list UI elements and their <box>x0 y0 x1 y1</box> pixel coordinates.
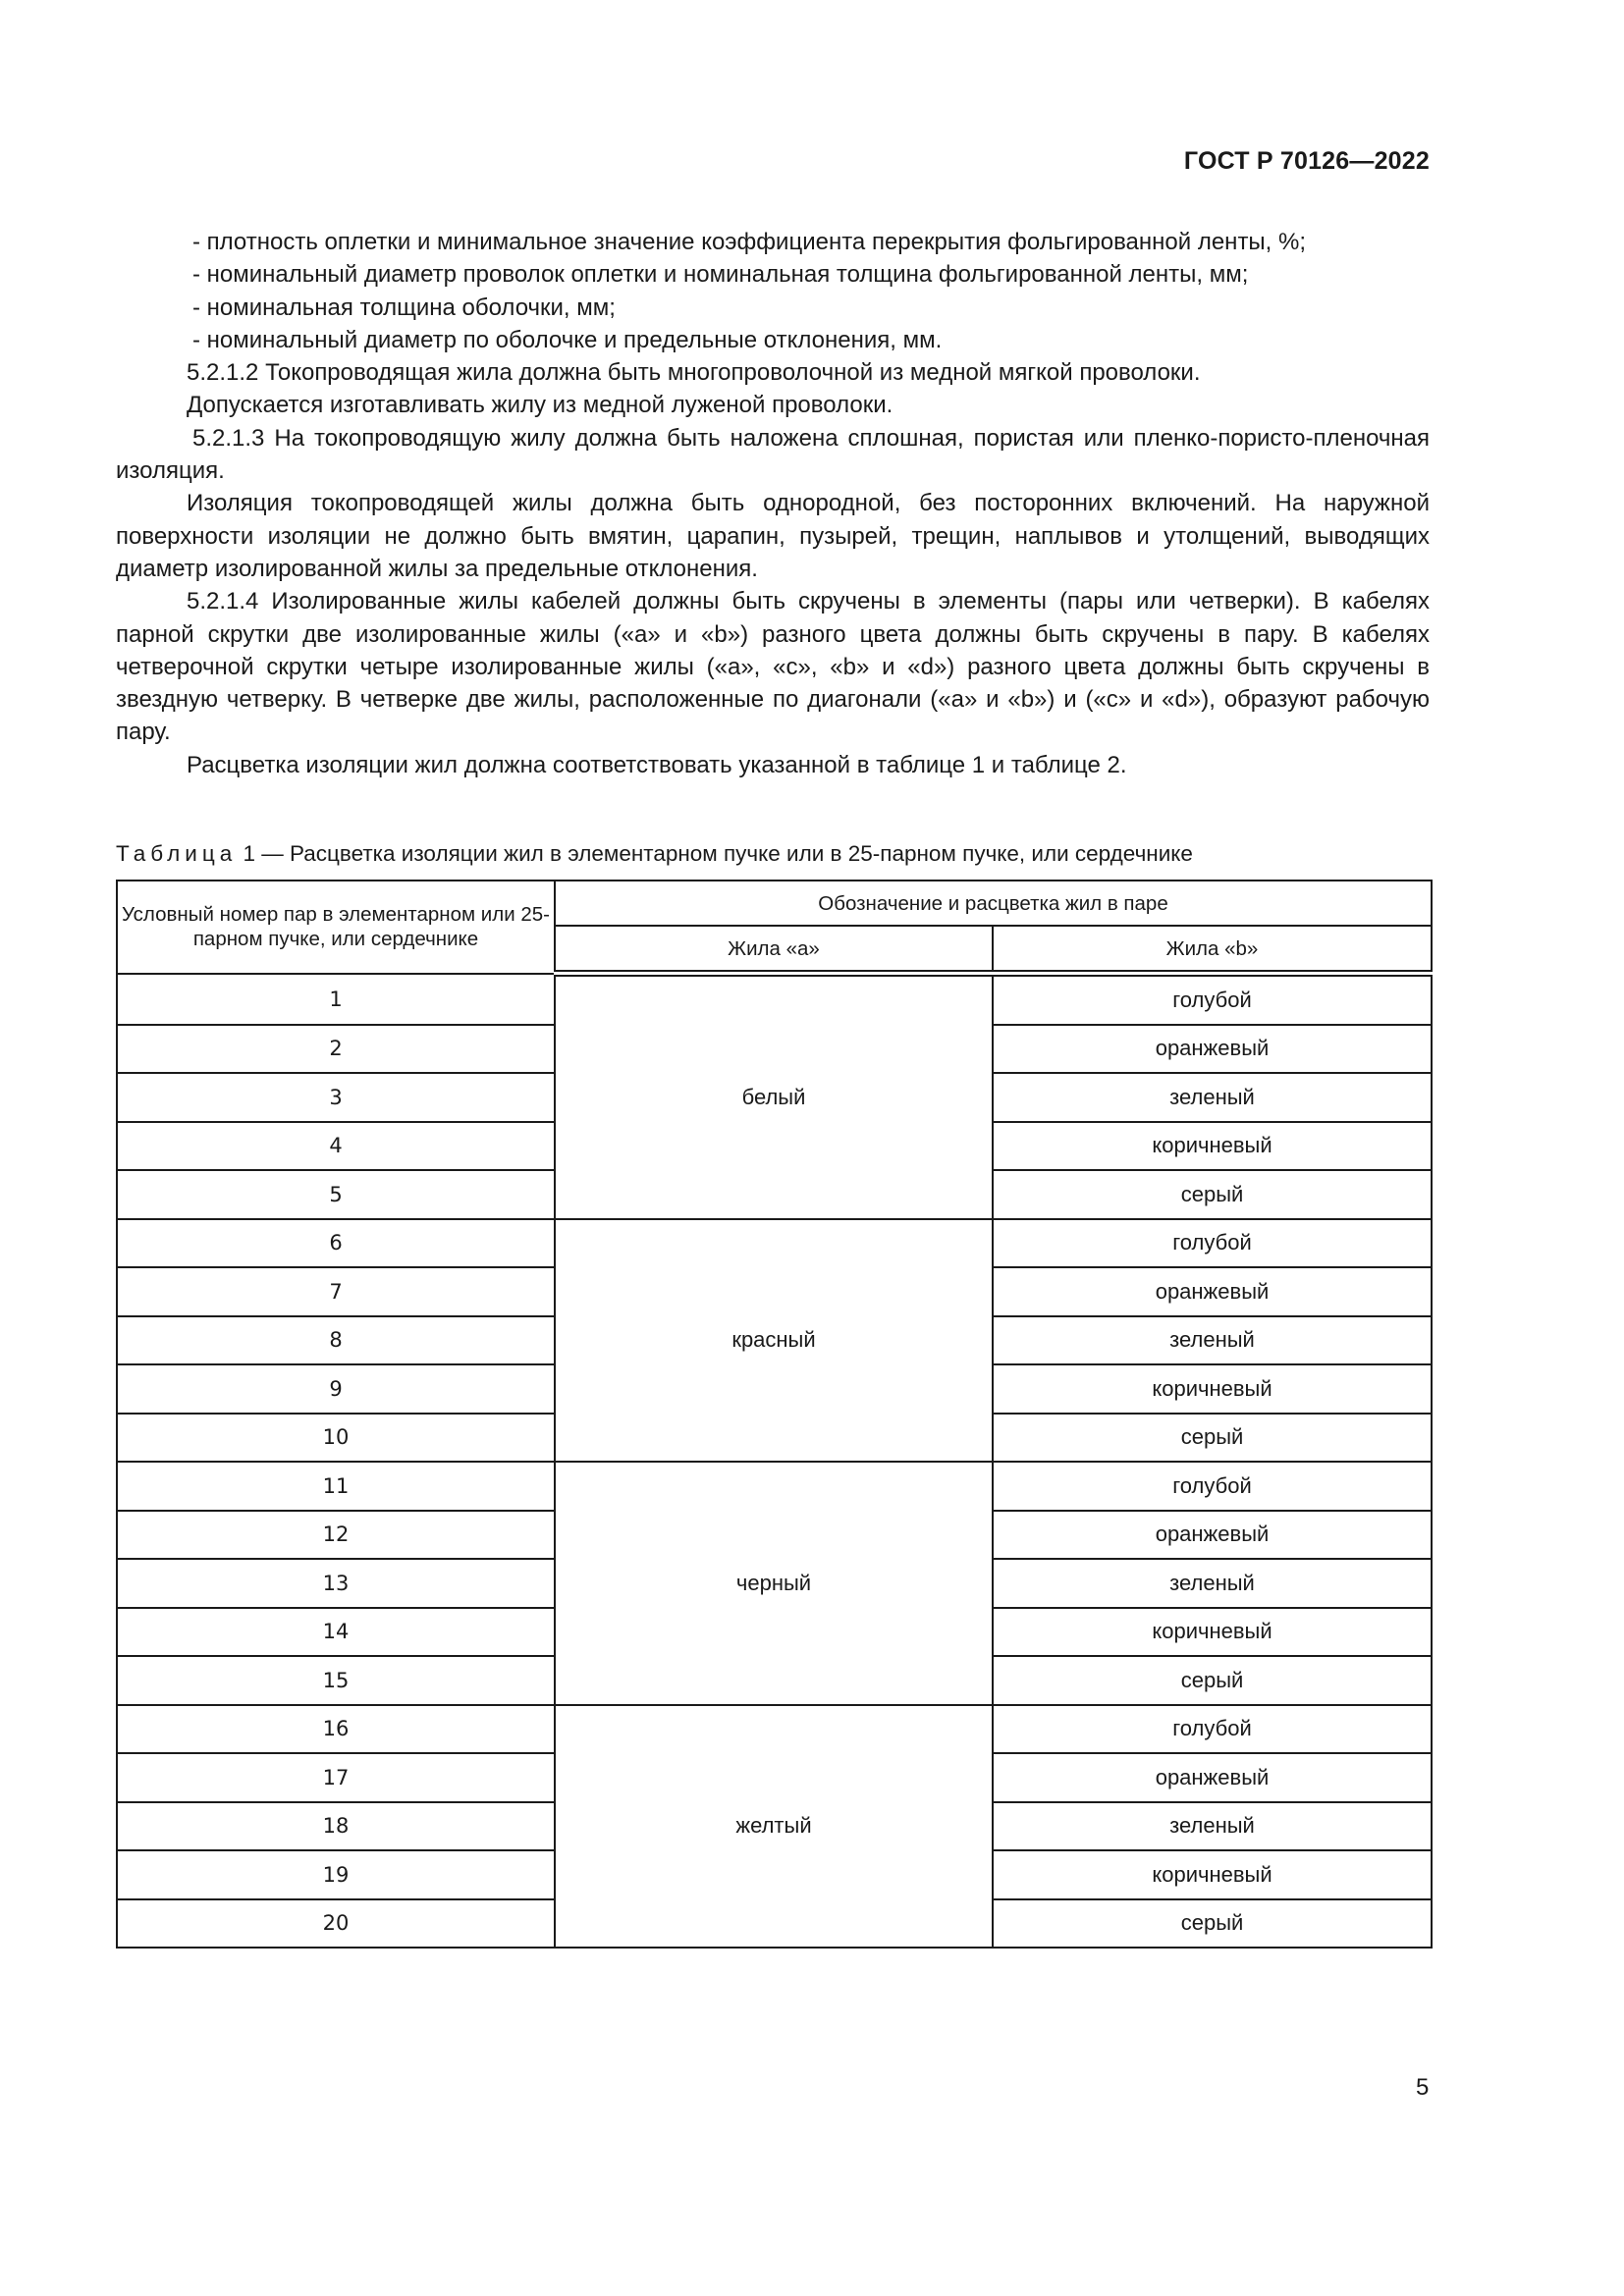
list-item-braid-density: - плотность оплетки и минимальное значение коэффициента перекрытия фольгированной ленты, %; <box>192 229 1307 255</box>
wire-b-color-cell: оранжевый <box>993 1267 1432 1316</box>
list-item-wire-diameter: - номинальный диаметр проволок оплетки и номинальная толщина фольгированной ленты, мм; <box>192 261 1249 289</box>
header-pair-number: Условный номер пар в элементарном или 25-парном пучке, или сердечнике <box>117 881 555 974</box>
paragraph-tinned-wire: Допускается изготавливать жилу из медной луженой проволоки. <box>187 392 893 419</box>
pair-number-cell: 11 <box>117 1462 555 1511</box>
clause-5-2-1-3: 5.2.1.3 На токопроводящую жилу должна быть наложена сплошная, пористая или пленко-пористо-пленочная изоляция. <box>116 424 1430 485</box>
wire-b-color-cell: оранжевый <box>993 1511 1432 1560</box>
pair-number-cell: 12 <box>117 1511 555 1560</box>
wire-a-color-cell: красный <box>555 1219 993 1463</box>
pair-number-cell: 4 <box>117 1122 555 1171</box>
table-row <box>117 1219 1432 1268</box>
wire-b-color-cell: голубой <box>993 1219 1432 1268</box>
pair-number-cell: 5 <box>117 1170 555 1219</box>
wire-b-color-cell: оранжевый <box>993 1025 1432 1074</box>
wire-b-color-cell: коричневый <box>993 1608 1432 1657</box>
paragraph-color-reference: Расцветка изоляции жил должна соответствовать указанной в таблице 1 и таблице 2. <box>187 751 1127 778</box>
wire-b-color-cell: голубой <box>993 1462 1432 1511</box>
wire-b-color-cell: серый <box>993 1656 1432 1705</box>
wire-b-color-cell: коричневый <box>993 1122 1432 1171</box>
list-item-sheath-diameter: - номинальный диаметр по оболочке и предельные отклонения, мм. <box>192 326 943 353</box>
wire-a-color-cell: черный <box>555 1462 993 1705</box>
table-row <box>117 1705 1432 1754</box>
pair-number-cell: 20 <box>117 1899 555 1949</box>
pair-number-cell: 9 <box>117 1364 555 1414</box>
table-row <box>117 1462 1432 1511</box>
pair-number-cell: 8 <box>117 1316 555 1365</box>
clause-5-2-1-4: 5.2.1.4 Изолированные жилы кабелей должны быть скручены в элементы (пары или четверки). В кабелях парной скрутки две изолированные жилы («a» и «b») разного цвета должны быть скручены в пару. В кабелях четверочной скрутки четыре изолированные жилы («a», «c», «b» и «d») разного цвета должны быть скручены в звездную четверку. В четверке две жилы, расположенные по диагонали («a» и «b») и («c» и «d»), образуют рабочую пару. <box>116 588 1431 746</box>
wire-b-color-cell: коричневый <box>993 1364 1432 1414</box>
page-number: 5 <box>1416 2074 1430 2101</box>
wire-b-color-cell: серый <box>993 1899 1432 1949</box>
table-row <box>117 974 1432 1025</box>
wire-b-color-cell: зеленый <box>993 1802 1432 1851</box>
pair-number-cell: 18 <box>117 1802 555 1851</box>
pair-number-cell: 13 <box>117 1559 555 1608</box>
pair-number-cell: 16 <box>117 1705 555 1754</box>
wire-b-color-cell: серый <box>993 1414 1432 1463</box>
header-wire-designation: Обозначение и расцветка жил в паре <box>555 881 1432 926</box>
table-caption <box>116 841 1193 867</box>
list-item-sheath-thickness: - номинальная толщина оболочки, мм; <box>192 294 616 321</box>
table-body <box>117 974 1432 1949</box>
pair-number-cell: 19 <box>117 1850 555 1899</box>
wire-b-color-cell: зеленый <box>993 1316 1432 1365</box>
color-coding-table <box>116 880 1433 1949</box>
pair-number-cell: 15 <box>117 1656 555 1705</box>
paragraph-insulation-quality: Изоляция токопроводящей жилы должна быть однородной, без посторонних включений. На наружной поверхности изоляции не должно быть вмятин, царапин, пузырей, трещин, наплывов и утолщений, выводящих диаметр изолированной жилы за предельные отклонения. <box>116 490 1430 582</box>
pair-number-cell: 3 <box>117 1073 555 1122</box>
pair-number-cell: 17 <box>117 1753 555 1802</box>
body-text <box>116 226 1430 781</box>
header-wire-b: Жила «b» <box>993 926 1432 974</box>
wire-b-color-cell: голубой <box>993 974 1432 1025</box>
pair-number-cell: 7 <box>117 1267 555 1316</box>
header-wire-a: Жила «a» <box>555 926 993 974</box>
pair-number-cell: 1 <box>117 974 555 1025</box>
pair-number-cell: 14 <box>117 1608 555 1657</box>
clause-5-2-1-2: 5.2.1.2 Токопроводящая жила должна быть многопроволочной из медной мягкой проволоки. <box>187 359 1201 387</box>
wire-a-color-cell: желтый <box>555 1705 993 1949</box>
pair-number-cell: 6 <box>117 1219 555 1268</box>
wire-b-color-cell: серый <box>993 1170 1432 1219</box>
document-id-header: ГОСТ Р 70126—2022 <box>1183 147 1430 175</box>
table-caption-text: 1 — Расцветка изоляции жил в элементарном пучке или в 25-парном пучке, или сердечнике <box>237 841 1193 866</box>
wire-b-color-cell: голубой <box>993 1705 1432 1754</box>
pair-number-cell: 10 <box>117 1414 555 1463</box>
pair-number-cell: 2 <box>117 1025 555 1074</box>
table-caption-label: Таблица <box>116 841 238 866</box>
wire-a-color-cell: белый <box>555 974 993 1219</box>
wire-b-color-cell: оранжевый <box>993 1753 1432 1802</box>
wire-b-color-cell: зеленый <box>993 1559 1432 1608</box>
wire-b-color-cell: коричневый <box>993 1850 1432 1899</box>
wire-b-color-cell: зеленый <box>993 1073 1432 1122</box>
